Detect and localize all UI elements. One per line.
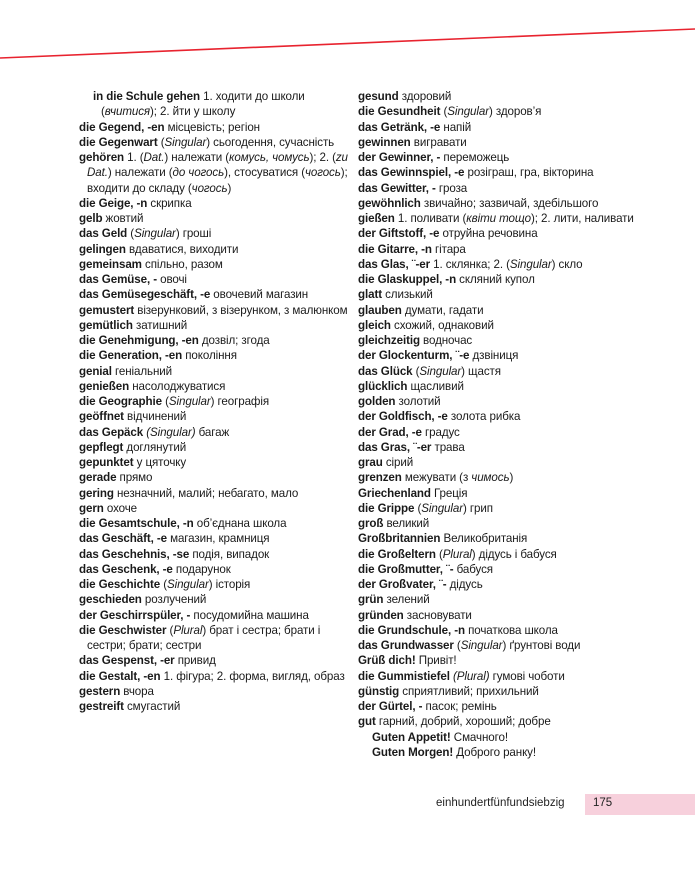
german-term: die Großeltern: [358, 547, 436, 561]
german-term: gern: [79, 501, 104, 515]
italic-note: Plural: [173, 623, 203, 637]
translation: межувати (з: [401, 471, 472, 485]
glossary-entry: [358, 425, 658, 440]
german-term: gemütlich: [79, 318, 133, 332]
german-term: die Gummistiefel: [358, 669, 450, 683]
italic-note: Dat.: [143, 151, 165, 164]
glossary-entry: [79, 608, 351, 623]
glossary-entry: [79, 669, 351, 684]
translation: посудомийна машина: [190, 608, 309, 622]
german-term: gestreift: [79, 700, 124, 713]
translation: ) сьогодення, сучасність: [206, 135, 335, 149]
italic-note: вчитися: [104, 105, 151, 119]
glossary-column-right: [358, 89, 658, 760]
glossary-entry: [79, 531, 351, 546]
italic-note: zu Dat.: [87, 151, 348, 180]
german-term: gemustert: [79, 303, 135, 317]
glossary-entry: [79, 425, 351, 440]
glossary-entry: [79, 501, 351, 516]
glossary-entry: [79, 226, 351, 241]
glossary-column-left: [79, 89, 351, 714]
translation: бабуся: [453, 562, 493, 576]
glossary-entry: [79, 150, 351, 196]
glossary-entry: [79, 196, 351, 211]
translation: вигравати: [410, 135, 467, 149]
glossary-entry: [358, 181, 658, 196]
translation: сприятливий; прихильний: [399, 684, 539, 698]
translation: (: [440, 105, 448, 119]
german-term: das Geschenk, -e: [79, 562, 173, 576]
glossary-entry: [358, 226, 658, 241]
translation: овочевий магазин: [210, 288, 309, 302]
glossary-entry: [79, 516, 351, 531]
german-term: die Gesamtschule, -n: [79, 517, 194, 530]
glossary-entry: [79, 348, 351, 363]
glossary-entry: [358, 440, 658, 455]
italic-note: до чогось: [172, 166, 225, 180]
german-term: gehören: [79, 151, 125, 164]
italic-note: Singular: [419, 364, 462, 378]
german-term: das Geschehnis, -se: [79, 547, 190, 561]
glossary-entry: [79, 394, 351, 409]
translation: ); входити до складу (: [87, 166, 348, 195]
german-term: das Gewitter, -: [358, 181, 436, 195]
glossary-entry: [79, 379, 351, 394]
translation: (: [162, 395, 169, 408]
translation: подія, випадок: [189, 547, 270, 561]
glossary-entry: [358, 120, 658, 135]
german-term: gering: [79, 486, 114, 500]
german-term: der Glockenturm, ¨-e: [358, 349, 470, 363]
translation: ); 2. лити, наливати: [531, 212, 634, 225]
german-term: der Goldfisch, -e: [358, 410, 448, 424]
german-term: gerade: [79, 471, 117, 485]
translation: ) історія: [208, 578, 251, 591]
glossary-entry: [79, 318, 351, 333]
page-number-box: [585, 794, 695, 815]
glossary-subentry: [358, 745, 658, 760]
translation: ) щастя: [461, 364, 501, 378]
italic-note: Plural: [442, 547, 472, 561]
translation: зелений: [383, 593, 430, 607]
german-term: das Gepäck: [79, 425, 144, 439]
glossary-entry: [358, 104, 658, 119]
german-term: Großbritannien: [358, 532, 441, 546]
translation: (: [127, 227, 135, 241]
glossary-entry: [79, 242, 351, 257]
translation: ); 2. (: [309, 151, 336, 164]
glossary-entry: [358, 516, 658, 531]
glossary-entry: [358, 531, 658, 546]
translation: отруйна речовина: [439, 227, 538, 241]
translation: розлучений: [141, 593, 207, 607]
glossary-entry: [358, 501, 658, 516]
glossary-entry: [358, 242, 658, 257]
german-term: das Geschäft, -e: [79, 532, 167, 546]
german-term: der Giftstoff, -e: [358, 227, 440, 241]
translation: ) географія: [210, 395, 270, 408]
glossary-entry: [358, 287, 658, 302]
translation: покоління: [182, 349, 237, 363]
translation: 1. ходити до школи (: [101, 90, 305, 119]
german-term: gepflegt: [79, 440, 124, 454]
german-term: die Generation, -en: [79, 349, 183, 363]
glossary-entry: [79, 623, 351, 654]
translation: гарний, добрий, хороший; добре: [375, 715, 551, 729]
italic-note: Singular: [447, 105, 489, 119]
german-term: die Geographie: [79, 395, 162, 408]
glossary-entry: [358, 699, 658, 714]
glossary-entry: [358, 669, 658, 684]
translation: початкова школа: [464, 623, 558, 637]
glossary-entry: [79, 653, 351, 668]
translation: Смачного!: [450, 730, 508, 744]
translation: ) ґрунтові води: [502, 639, 581, 652]
german-term: gepunktet: [79, 456, 134, 469]
translation: золота рибка: [447, 410, 521, 424]
german-term: grenzen: [358, 471, 402, 485]
translation: насолоджуватися: [129, 379, 226, 393]
german-term: gleichzeitig: [358, 334, 420, 347]
translation: вдаватися, виходити: [125, 242, 239, 256]
german-term: die Gesundheit: [358, 105, 441, 119]
glossary-entry: [358, 592, 658, 607]
translation: затишний: [132, 318, 188, 332]
italic-note: (Plural): [452, 669, 490, 683]
translation: скрипка: [147, 196, 192, 210]
translation: великий: [383, 517, 430, 530]
glossary-entry: [358, 318, 658, 333]
german-term: die Großmutter, ¨-: [358, 562, 454, 576]
glossary-entry: [358, 486, 658, 501]
translation: дозвіл; згода: [198, 334, 270, 347]
italic-note: чогось: [191, 181, 228, 195]
glossary-entry: [79, 455, 351, 470]
german-term: gewöhnlich: [358, 196, 421, 210]
german-term: das Gras, ¨-er: [358, 440, 432, 454]
glossary-entry: [358, 348, 658, 363]
italic-note: Singular: [134, 227, 176, 241]
translation: ); 2. йти у школу: [150, 105, 236, 119]
glossary-entry: [358, 272, 658, 287]
glossary-subentry: [358, 730, 658, 745]
translation: незначний, малий; небагато, мало: [113, 486, 299, 500]
glossary-entry: [79, 303, 351, 318]
german-term: das Geld: [79, 227, 128, 241]
german-term: die Gestalt, -en: [79, 669, 161, 683]
glossary-entry: [79, 409, 351, 424]
german-term: golden: [358, 395, 396, 408]
glossary-entry: [358, 714, 658, 729]
german-term: das Glück: [358, 364, 413, 378]
translation: ) скло: [551, 257, 583, 271]
german-term: die Geschwister: [79, 623, 167, 637]
german-term: glatt: [358, 288, 382, 302]
translation: 1. склянка; 2. (: [430, 257, 510, 271]
german-term: gewinnen: [358, 135, 411, 149]
german-term: die Genehmigung, -en: [79, 334, 199, 347]
translation: схожий, однаковий: [390, 318, 494, 332]
glossary-entry: [79, 135, 351, 150]
glossary-entry: [358, 89, 658, 104]
german-term: die Geschichte: [79, 578, 161, 591]
glossary-entry: [79, 287, 351, 302]
glossary-entry: [79, 257, 351, 272]
translation: ) належати (: [164, 151, 230, 164]
italic-note: квіти тощо: [466, 212, 531, 225]
german-term: geschieden: [79, 593, 142, 607]
glossary-entry: [79, 684, 351, 699]
translation: 1. поливати (: [394, 212, 467, 225]
german-term: gesund: [358, 90, 399, 103]
translation: здоровий: [398, 90, 452, 103]
translation: звичайно; зазвичай, здебільшого: [420, 196, 599, 210]
glossary-entry: [358, 135, 658, 150]
german-term: das Gemüse, -: [79, 273, 157, 286]
translation: ) дідусь і бабуся: [471, 547, 557, 561]
translation: ) брат і сестра; брати і сестри; брати; сестри: [87, 623, 321, 652]
italic-note: чогось: [304, 166, 341, 180]
translation: жовтий: [102, 212, 144, 225]
translation: водночас: [419, 334, 473, 347]
german-term: in die Schule gehen: [93, 90, 200, 103]
glossary-entry: [358, 455, 658, 470]
italic-note: чимось: [471, 471, 510, 485]
translation: Греція: [430, 486, 468, 500]
italic-note: Singular: [421, 501, 463, 515]
glossary-entry: [358, 196, 658, 211]
translation: смугастий: [123, 700, 181, 713]
italic-note: Singular: [460, 639, 503, 652]
translation: гроза: [435, 181, 468, 195]
glossary-entry: [358, 638, 658, 653]
translation: 1. фігура; 2. форма, вигляд, образ: [160, 669, 345, 683]
translation: засновувати: [403, 608, 472, 622]
translation: переможець: [440, 151, 510, 164]
glossary-entry: [79, 592, 351, 607]
translation: прямо: [116, 471, 153, 485]
translation: ), стосуватися (: [224, 166, 305, 180]
german-term: gestern: [79, 684, 121, 698]
translation: привид: [174, 654, 216, 668]
translation: (: [157, 135, 165, 149]
glossary-entry: [358, 608, 658, 623]
german-term: günstig: [358, 684, 400, 698]
translation: ): [509, 471, 514, 485]
italic-note: комусь, чомусь: [229, 151, 310, 164]
translation: ) належати (: [107, 166, 173, 180]
german-term: genießen: [79, 379, 130, 393]
german-term: das Gewinnspiel, -e: [358, 166, 465, 180]
german-term: das Glas, ¨-er: [358, 257, 431, 271]
italic-note: Singular: [166, 578, 209, 591]
glossary-entry: [358, 394, 658, 409]
translation: доглянутий: [123, 440, 187, 454]
german-term: der Gewinner, -: [358, 151, 441, 164]
german-term: grau: [358, 456, 383, 469]
translation: об’єднана школа: [193, 517, 287, 530]
german-term: der Grad, -e: [358, 425, 422, 439]
german-term: der Geschirrspüler, -: [79, 608, 191, 622]
german-term: die Gegenwart: [79, 135, 158, 149]
translation: (: [414, 501, 422, 515]
glossary-entry: [79, 364, 351, 379]
translation: золотий: [395, 395, 441, 408]
glossary-entry: [79, 547, 351, 562]
glossary-entry: [358, 379, 658, 394]
translation: ) грип: [462, 501, 493, 515]
german-term: der Großvater, ¨-: [358, 578, 447, 591]
glossary-entry: [358, 165, 658, 180]
glossary-entry: [79, 562, 351, 577]
glossary-entry: [358, 150, 658, 165]
translation: слизький: [381, 288, 433, 302]
glossary-entry: [358, 211, 658, 226]
translation: розіграш, гра, вікторина: [464, 166, 594, 180]
glossary-entry: [358, 470, 658, 485]
translation: скляний купол: [456, 273, 535, 286]
german-term: gießen: [358, 212, 395, 225]
translation: дзвіниця: [469, 349, 519, 363]
glossary-entry: [358, 364, 658, 379]
german-term: gründen: [358, 608, 404, 622]
italic-note: Singular: [164, 135, 207, 149]
translation: (: [160, 578, 167, 591]
glossary-entry: [79, 486, 351, 501]
german-term: Guten Morgen!: [372, 745, 454, 759]
translation: ) здоров’я: [488, 105, 542, 119]
german-term: der Gürtel, -: [358, 700, 423, 713]
german-term: die Glaskuppel, -n: [358, 273, 457, 286]
glossary-entry: [79, 120, 351, 135]
german-term: das Getränk, -e: [358, 120, 441, 134]
translation: вчора: [120, 684, 154, 698]
translation: градус: [421, 425, 460, 439]
italic-note: Singular: [509, 257, 552, 271]
translation: геніальний: [111, 364, 173, 378]
translation: Великобританія: [440, 532, 528, 546]
german-term: das Gespenst, -er: [79, 654, 175, 668]
page-number-word: einhundertfünfundsiebzig: [436, 797, 565, 809]
glossary-entry: [358, 409, 658, 424]
german-term: Griechenland: [358, 486, 431, 500]
glossary-entry: [358, 303, 658, 318]
translation: магазин, крамниця: [166, 532, 270, 546]
translation: ) гроші: [175, 227, 212, 241]
german-term: glauben: [358, 303, 402, 317]
glossary-entry: [358, 577, 658, 592]
italic-note: Singular: [168, 395, 211, 408]
translation: (: [435, 547, 443, 561]
glossary-entry: [358, 333, 658, 348]
german-term: grün: [358, 593, 384, 607]
glossary-entry: [79, 470, 351, 485]
german-term: die Geige, -n: [79, 196, 148, 210]
translation: візерунковий, з візерунком, з малюнком: [134, 303, 348, 317]
translation: 1. (: [124, 151, 144, 164]
german-term: geöffnet: [79, 410, 124, 424]
translation: думати, гадати: [401, 303, 484, 317]
translation: охоче: [103, 501, 138, 515]
glossary-entry: [358, 623, 658, 638]
translation: гумові чоботи: [489, 669, 565, 683]
german-term: groß: [358, 517, 384, 530]
glossary-entry: [358, 257, 658, 272]
translation: напій: [440, 120, 472, 134]
glossary-entry: [358, 562, 658, 577]
german-term: Grüß dich!: [358, 654, 416, 668]
glossary-entry: [358, 547, 658, 562]
glossary-entry: [79, 440, 351, 455]
german-term: gut: [358, 715, 376, 729]
translation: подарунок: [172, 562, 231, 576]
glossary-subentry: [79, 89, 351, 120]
translation: Привіт!: [415, 654, 457, 668]
translation: багаж: [195, 425, 230, 439]
translation: дідусь: [446, 578, 483, 591]
translation: ): [227, 181, 232, 195]
glossary-entry: [79, 333, 351, 348]
german-term: gemeinsam: [79, 257, 142, 271]
german-term: gleich: [358, 318, 391, 332]
translation: спільно, разом: [141, 257, 223, 271]
german-term: die Grippe: [358, 501, 415, 515]
page-number: 175: [593, 797, 613, 809]
german-term: das Gemüsegeschäft, -e: [79, 288, 211, 302]
translation: овочі: [156, 273, 187, 286]
translation: сірий: [382, 456, 414, 469]
glossary-entry: [79, 699, 351, 714]
translation: відчинений: [123, 410, 187, 424]
german-term: die Gitarre, -n: [358, 242, 432, 256]
translation: (: [412, 364, 420, 378]
german-term: die Gegend, -en: [79, 120, 165, 134]
italic-note: (Singular): [146, 425, 196, 439]
translation: у цяточку: [133, 456, 187, 469]
german-term: glücklich: [358, 379, 408, 393]
translation: місцевість; регіон: [164, 120, 260, 134]
translation: (: [166, 623, 174, 637]
translation: гітара: [431, 242, 466, 256]
translation: трава: [431, 440, 465, 454]
translation: пасок; ремінь: [422, 700, 497, 713]
glossary-entry: [358, 684, 658, 699]
glossary-entry: [79, 211, 351, 226]
german-term: gelingen: [79, 242, 126, 256]
german-term: genial: [79, 364, 112, 378]
german-term: gelb: [79, 212, 103, 225]
german-term: das Grundwasser: [358, 639, 454, 652]
glossary-entry: [79, 577, 351, 592]
glossary-entry: [79, 272, 351, 287]
translation: Доброго ранку!: [453, 745, 536, 759]
translation: (: [453, 639, 461, 652]
translation: щасливий: [407, 379, 464, 393]
german-term: Guten Appetit!: [372, 730, 451, 744]
glossary-entry: [358, 653, 658, 668]
german-term: die Grundschule, -n: [358, 623, 465, 637]
